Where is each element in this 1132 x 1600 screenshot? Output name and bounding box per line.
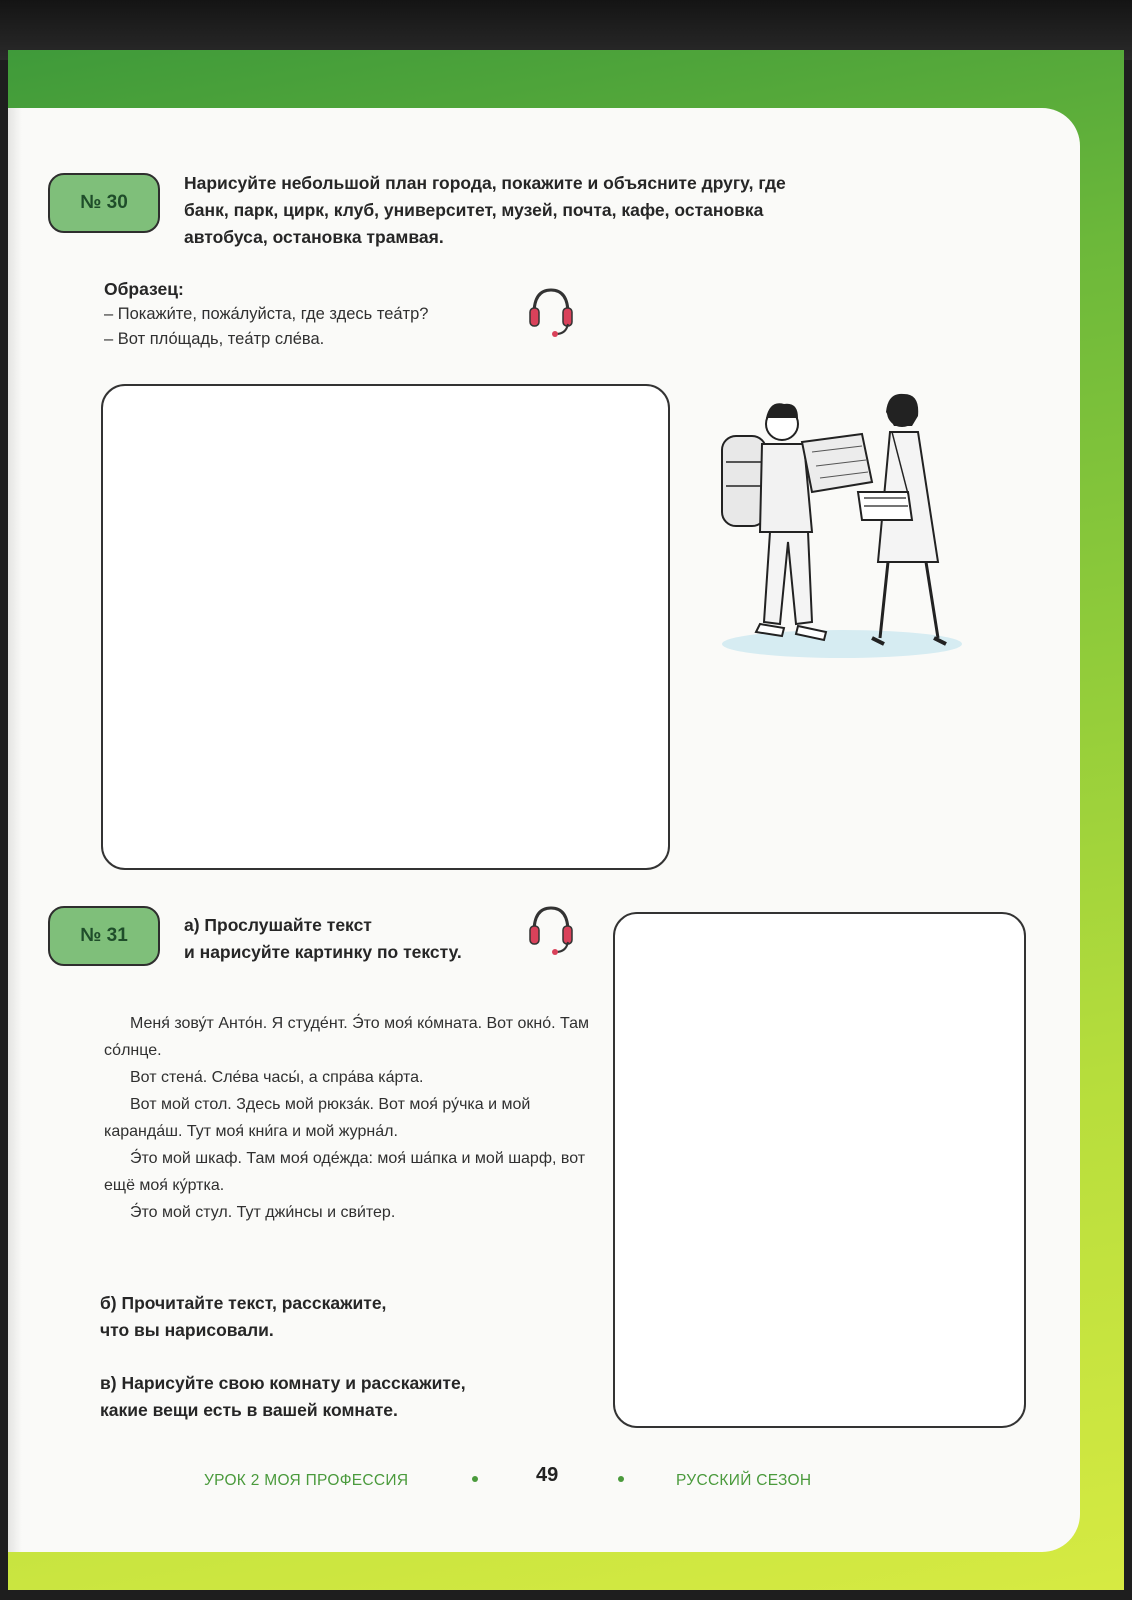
exercise-31-badge: [48, 906, 160, 966]
task-b-line: б) Прочитайте текст, расскажите,: [100, 1293, 387, 1313]
sample-title: Образец:: [104, 279, 184, 299]
headphones-icon: [528, 284, 574, 338]
story-paragraph: Вот мой стол. Здесь мой рюкза́к. Вот моя́ ру́чка и мой каранда́ш. Тут моя́ кни́га и мой журна́л.: [104, 1096, 531, 1140]
footer-book-title: РУССКИЙ СЕЗОН: [676, 1472, 812, 1489]
task-a-line: а) Прослушайте текст: [184, 915, 372, 935]
exercise-30-task-line: банк, парк, цирк, клуб, университет, музей, почта, кафе, остановка: [184, 200, 764, 220]
footer-dot: [472, 1476, 478, 1482]
lesson-number: УРОК 2: [204, 1472, 260, 1489]
task-c-line: какие вещи есть в вашей комнате.: [100, 1400, 398, 1420]
page-binding-shadow: [8, 108, 22, 1552]
story-paragraph: Э́то мой шкаф. Там моя́ оде́жда: моя́ ша́пка и мой шарф, вот ещё моя́ ку́ртка.: [104, 1150, 586, 1194]
exercise-31-number: № 31: [80, 925, 128, 946]
footer-lesson: [204, 1472, 408, 1490]
story-text: [104, 1010, 604, 1226]
exercise-31-task-b: [100, 1290, 560, 1344]
city-plan-drawing-box[interactable]: [101, 384, 670, 870]
exercise-30-badge: [48, 173, 160, 233]
story-paragraph: Вот стена́. Сле́ва часы́, а спра́ва ка́рта.: [130, 1069, 424, 1086]
room-drawing-box[interactable]: [613, 912, 1026, 1428]
story-paragraph: Меня́ зову́т Анто́н. Я студе́нт. Э́то моя́ ко́мната. Вот окно́. Там со́лнце.: [104, 1015, 589, 1059]
footer-dot: [618, 1476, 624, 1482]
exercise-31-task-a: [184, 912, 544, 966]
exercise-30-number: № 30: [80, 192, 128, 213]
lesson-title: МОЯ ПРОФЕССИЯ: [264, 1472, 409, 1489]
exercise-30-task: [184, 170, 924, 251]
task-c-line: в) Нарисуйте свою комнату и расскажите,: [100, 1373, 466, 1393]
exercise-30-task-line: автобуса, остановка трамвая.: [184, 227, 444, 247]
task-a-line: и нарисуйте картинку по тексту.: [184, 942, 462, 962]
sample-line: – Вот пло́щадь, теа́тр сле́ва.: [104, 330, 325, 348]
page-number: 49: [536, 1464, 559, 1486]
exercise-31-task-c: [100, 1370, 580, 1424]
exercise-30-task-line: Нарисуйте небольшой план города, покажите и объясните другу, где: [184, 173, 786, 193]
sample-dialogue: [104, 302, 524, 352]
tourists-with-map-illustration: [712, 382, 976, 672]
headphones-icon: [528, 902, 574, 956]
sample-line: – Покажи́те, пожа́луйста, где здесь теа́тр?: [104, 305, 429, 323]
story-paragraph: Э́то мой стул. Тут джи́нсы и сви́тер.: [130, 1204, 396, 1221]
task-b-line: что вы нарисовали.: [100, 1320, 274, 1340]
